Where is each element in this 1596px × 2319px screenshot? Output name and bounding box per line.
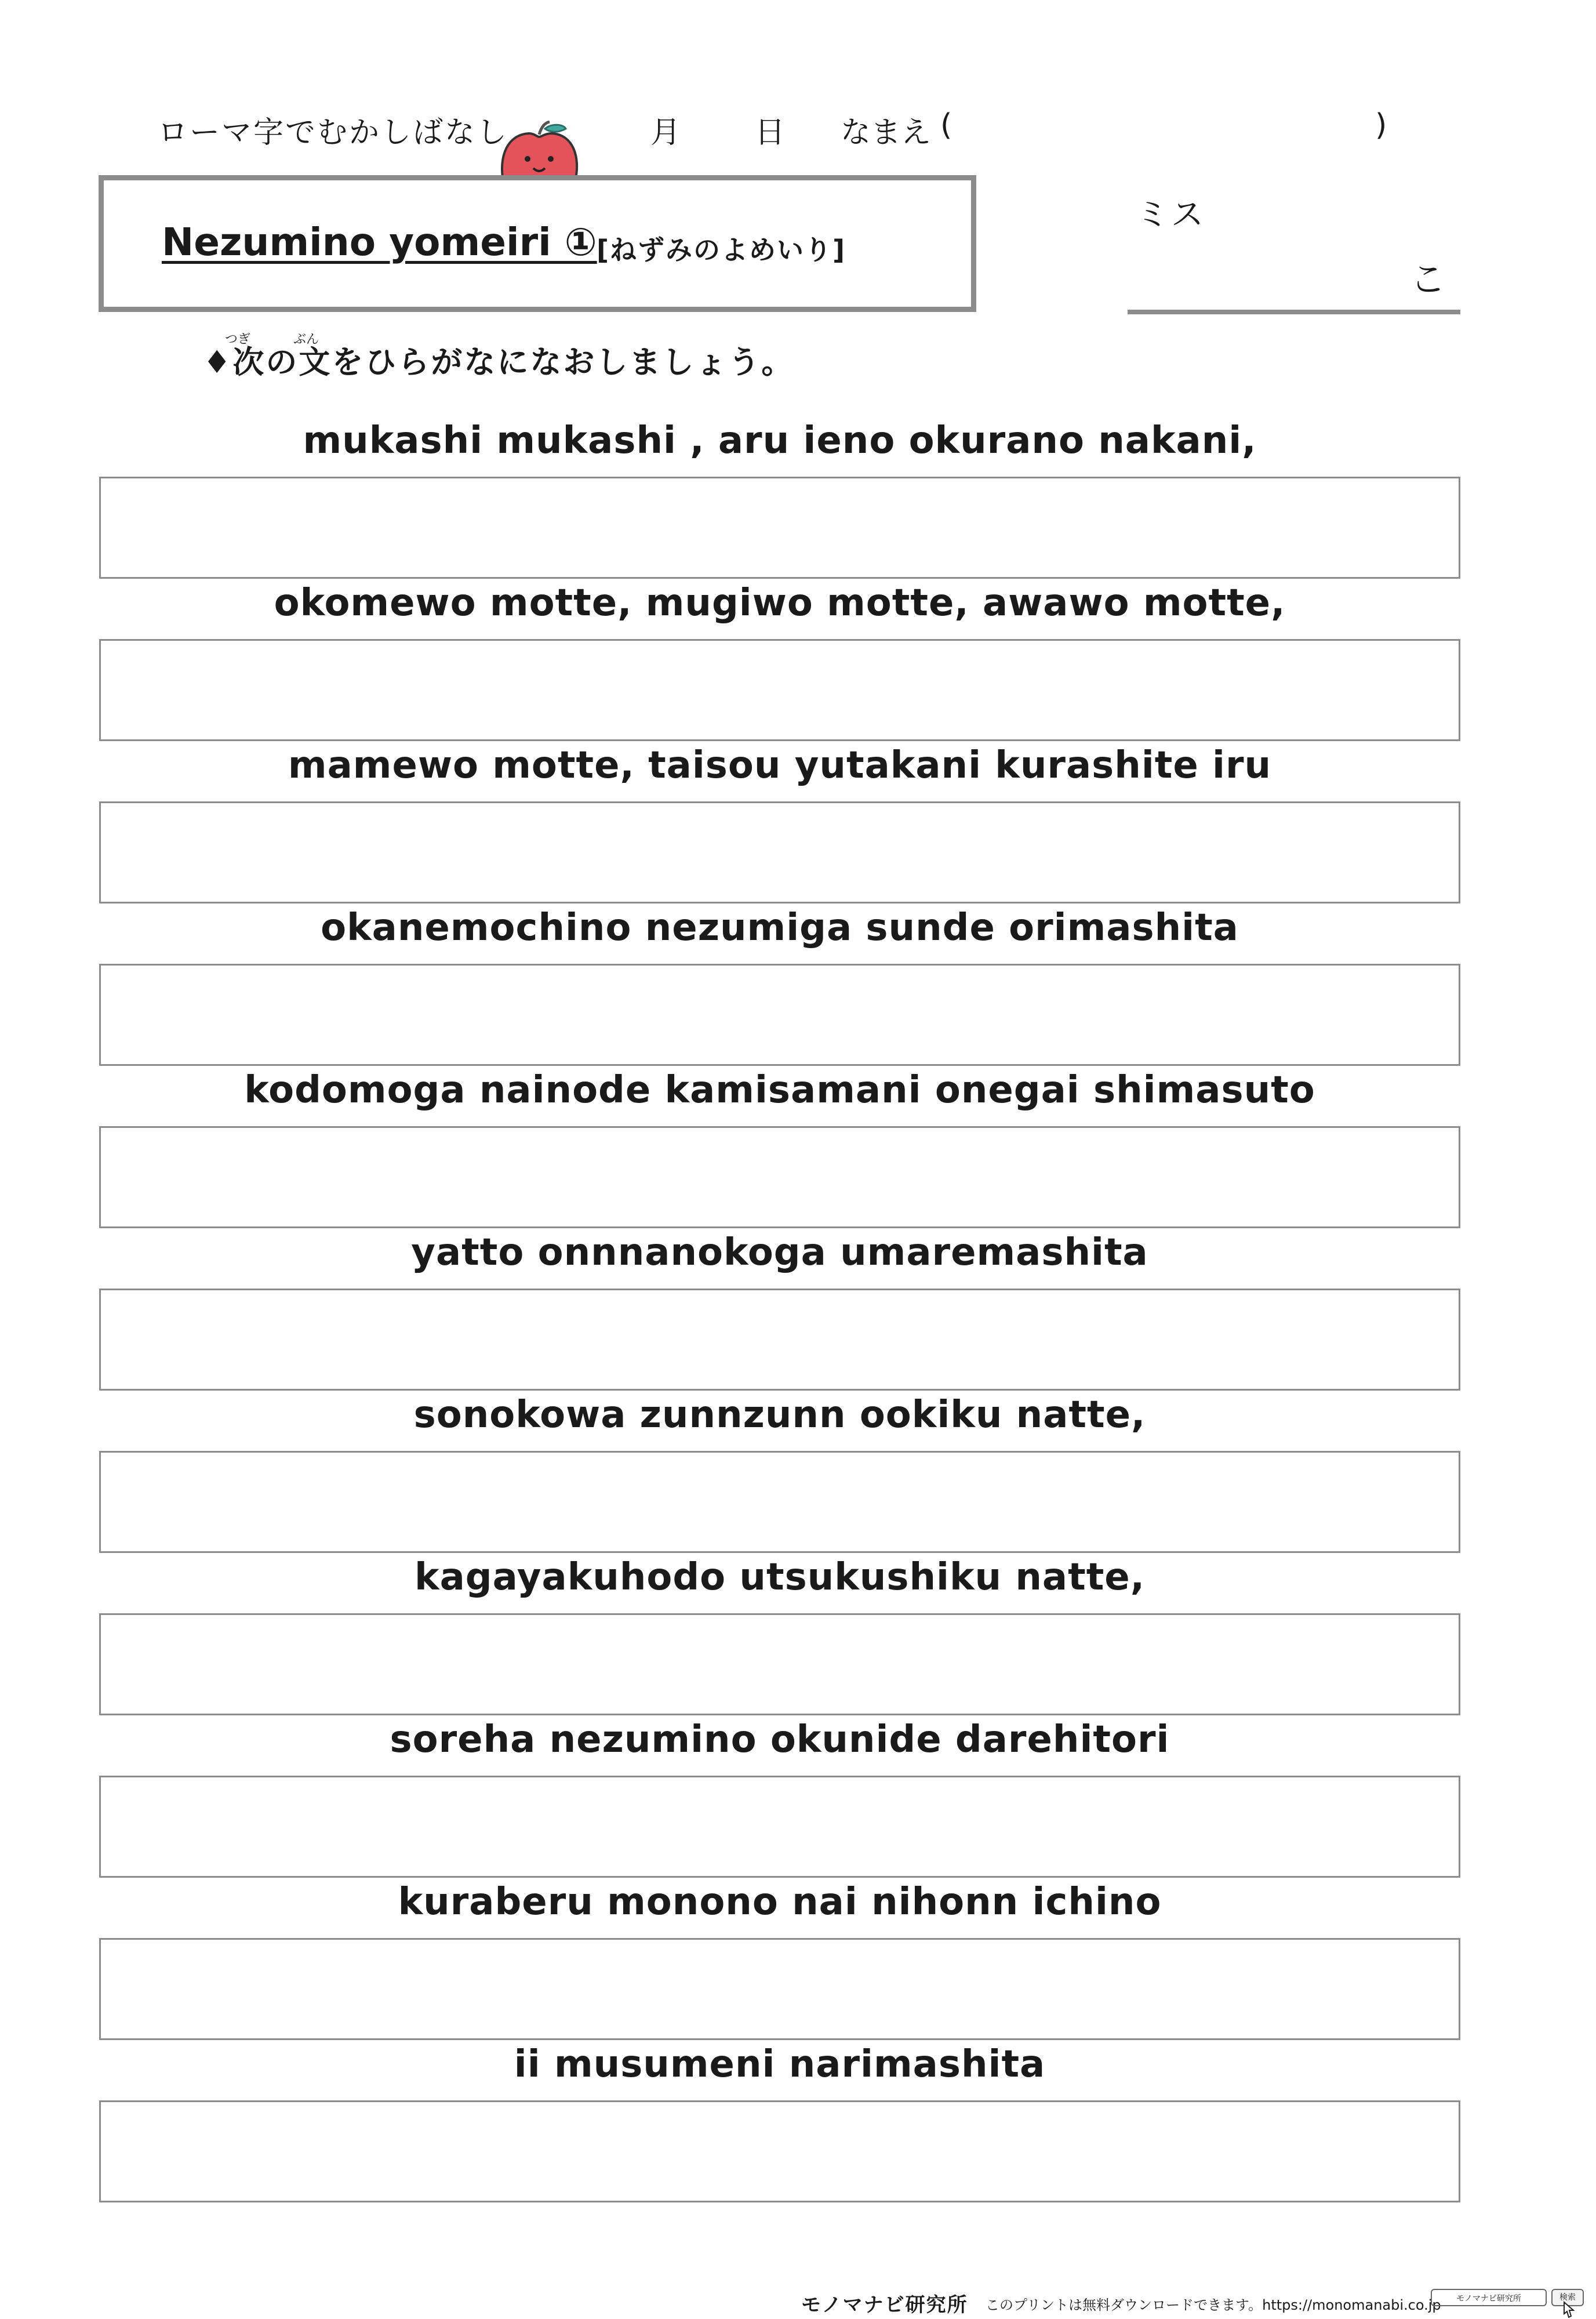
answer-box[interactable]: [99, 1126, 1460, 1228]
question-text: sonokowa zunnzunn ookiku natte,: [413, 1393, 1146, 1436]
instruction: ♦次の文をひらがなになおしましょう。: [203, 344, 795, 380]
ruby-tsugi: つぎ: [225, 332, 251, 347]
answer-box[interactable]: [99, 1613, 1460, 1715]
day-label: 日: [755, 115, 786, 150]
answer-box[interactable]: [99, 964, 1460, 1066]
answer-box[interactable]: [99, 2100, 1460, 2202]
search-field[interactable]: モノマナビ研究所: [1431, 2289, 1547, 2306]
miss-unit: こ: [1410, 258, 1446, 300]
series-title: ローマ字でむかしばなし: [158, 115, 509, 150]
apple-mascot-icon: [496, 121, 582, 182]
search-button[interactable]: 検索: [1551, 2289, 1584, 2306]
question-text: okomewo motte, mugiwo motte, awawo motte,: [274, 582, 1286, 625]
question-text: kuraberu monono nai nihonn ichino: [398, 1881, 1162, 1924]
footer-logo[interactable]: モノマナビ研究所: [801, 2293, 968, 2317]
answer-box[interactable]: [99, 1451, 1460, 1553]
answer-box[interactable]: [99, 1776, 1460, 1878]
worksheet-title: Nezumino yomeiri ①: [162, 220, 597, 264]
answer-box[interactable]: [99, 801, 1460, 903]
pointer-cursor-icon: [1559, 2301, 1580, 2319]
title-box: [99, 175, 976, 312]
answer-box[interactable]: [99, 1289, 1460, 1391]
worksheet-subtitle: [ねずみのよめいり]: [597, 234, 846, 266]
question-text: kagayakuhodo utsukushiku natte,: [415, 1556, 1145, 1599]
name-paren-open: (: [940, 108, 952, 143]
question-text: kodomoga nainode kamisamani onegai shimasuto: [244, 1069, 1315, 1112]
ruby-bun: ぶん: [293, 332, 319, 347]
question-text: ii musumeni narimashita: [514, 2043, 1046, 2086]
question-text: okanemochino nezumiga sunde orimashita: [321, 906, 1239, 949]
question-text: mamewo motte, taisou yutakani kurashite iru: [288, 744, 1272, 787]
name-label: なまえ: [841, 115, 932, 150]
miss-count-line: [1128, 310, 1460, 314]
miss-label: ミス: [1136, 196, 1206, 234]
question-text: yatto onnnanokoga umaremashita: [411, 1231, 1148, 1274]
answer-box[interactable]: [99, 639, 1460, 741]
month-label: 月: [650, 115, 681, 150]
footer-note: このプリントは無料ダウンロードできます。https://monomanabi.co.jp: [986, 2297, 1441, 2313]
question-text: soreha nezumino okunide darehitori: [390, 1718, 1170, 1761]
question-text: mukashi mukashi , aru ieno okurano nakani,: [303, 419, 1257, 462]
name-paren-close: ): [1375, 108, 1387, 143]
answer-box[interactable]: [99, 1938, 1460, 2040]
answer-box[interactable]: [99, 477, 1460, 579]
